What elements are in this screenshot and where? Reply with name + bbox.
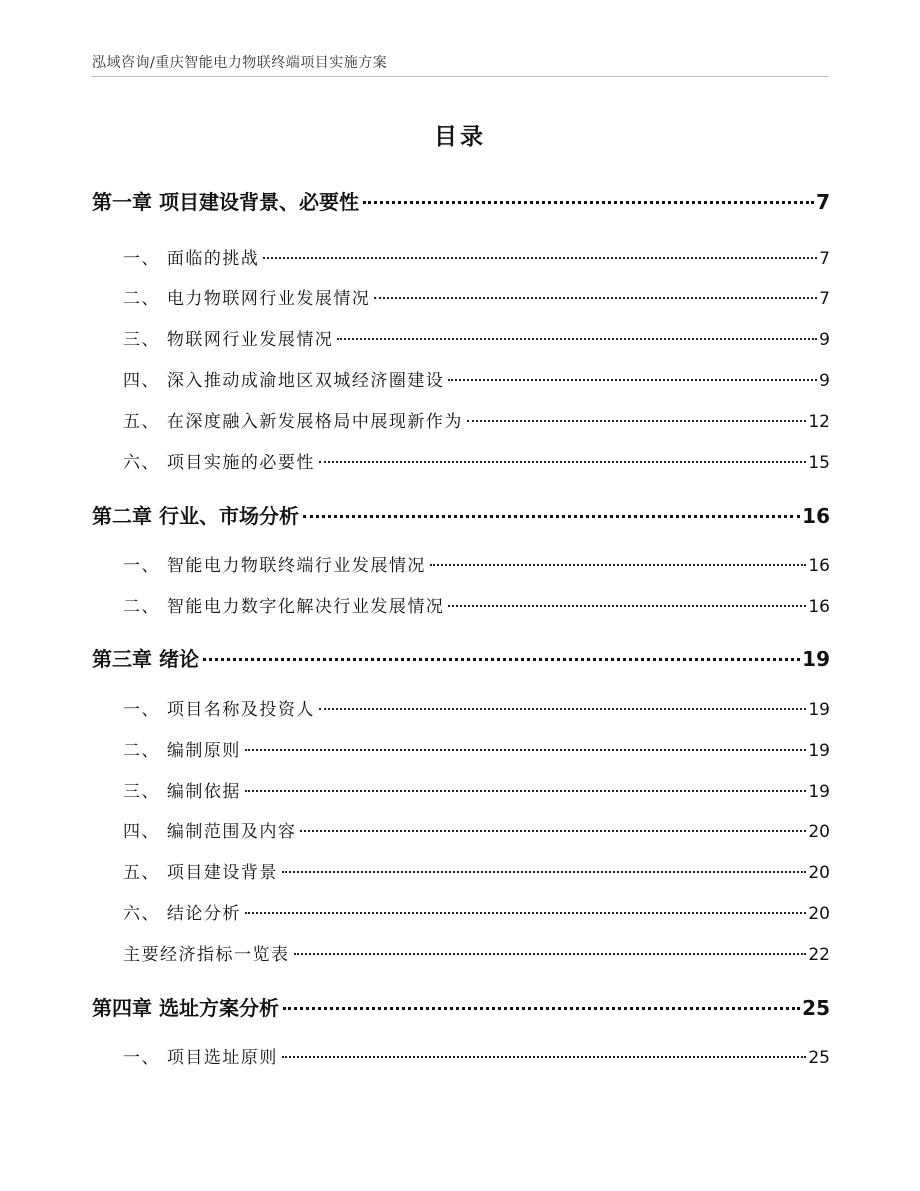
dot-leader: [467, 420, 806, 422]
toc-section-entry[interactable]: [92, 817, 830, 842]
toc-page-number: 20: [808, 904, 830, 924]
toc-section-entry[interactable]: [92, 407, 830, 432]
running-header: 泓域咨询/重庆智能电力物联终端项目实施方案: [92, 55, 388, 71]
toc-chapter-entry[interactable]: [92, 500, 830, 529]
toc-page-number: 20: [808, 863, 830, 883]
dot-leader: [448, 605, 806, 607]
toc-page-number: 19: [808, 782, 830, 802]
toc-page-number: 9: [819, 371, 830, 391]
toc-entry-label: 六、 结论分析: [123, 904, 241, 924]
toc-chapter-entry[interactable]: [92, 992, 830, 1021]
toc-section-entry[interactable]: [92, 899, 830, 924]
toc-page-number: 25: [808, 1048, 830, 1068]
toc-entry-label: 四、 编制范围及内容: [123, 822, 297, 842]
dot-leader: [303, 515, 800, 518]
toc-section-entry[interactable]: [92, 736, 830, 761]
toc-entry-label: 一、 智能电力物联终端行业发展情况: [123, 556, 426, 576]
toc-entry-label: 第二章 行业、市场分析: [92, 504, 299, 528]
dot-leader: [245, 749, 806, 751]
toc-page-number: 15: [808, 453, 830, 473]
dot-leader: [203, 658, 800, 661]
page-title: 目录: [434, 124, 486, 150]
dot-leader: [245, 790, 806, 792]
toc-page-number: 7: [819, 289, 830, 309]
header-divider: [92, 76, 828, 77]
toc-page-number: 9: [819, 330, 830, 350]
toc-page-number: 20: [808, 822, 830, 842]
toc-page-number: 19: [808, 700, 830, 720]
toc-entry-label: 一、 项目名称及投资人: [123, 700, 315, 720]
toc-section-entry[interactable]: [92, 448, 830, 473]
toc-section-entry[interactable]: [92, 695, 830, 720]
dot-leader: [337, 338, 817, 340]
toc-entry-label: 三、 物联网行业发展情况: [123, 330, 334, 350]
toc-entry-label: 三、 编制依据: [123, 782, 241, 802]
toc-page-number: 7: [819, 249, 830, 269]
toc-entry-label: 一、 面临的挑战: [123, 249, 260, 269]
toc-page-number: 19: [808, 741, 830, 761]
dot-leader: [374, 297, 817, 299]
toc-section-entry[interactable]: [92, 244, 830, 269]
dot-leader: [448, 379, 817, 381]
toc-section-entry[interactable]: [92, 592, 830, 617]
toc-page-number: 19: [802, 647, 830, 671]
toc-section-entry[interactable]: [92, 284, 830, 309]
toc-entry-label: 四、 深入推动成渝地区双城经济圈建设: [123, 371, 445, 391]
toc-entry-label: 二、 编制原则: [123, 741, 241, 761]
toc-page-number: 16: [808, 597, 830, 617]
toc-page-number: 25: [802, 996, 830, 1020]
toc-entry-label: 五、 项目建设背景: [123, 863, 278, 883]
toc-page-number: 12: [808, 412, 830, 432]
dot-leader: [282, 1056, 806, 1058]
toc-entry-label: 五、 在深度融入新发展格局中展现新作为: [123, 412, 463, 432]
dot-leader: [319, 708, 806, 710]
dot-leader: [300, 830, 806, 832]
toc-page-number: 16: [808, 556, 830, 576]
toc-page-number: 22: [808, 945, 830, 965]
toc-section-entry[interactable]: [92, 940, 830, 965]
dot-leader: [245, 912, 806, 914]
toc-entry-label: 二、 电力物联网行业发展情况: [123, 289, 371, 309]
toc-entry-label: 六、 项目实施的必要性: [123, 453, 315, 473]
toc-section-entry[interactable]: [92, 551, 830, 576]
toc-page-number: 7: [816, 190, 830, 214]
toc-section-entry[interactable]: [92, 1043, 830, 1068]
toc-section-entry[interactable]: [92, 777, 830, 802]
dot-leader: [263, 257, 817, 259]
toc-section-entry[interactable]: [92, 325, 830, 350]
toc-entry-label: 第三章 绪论: [92, 647, 199, 671]
toc-entry-label: 主要经济指标一览表: [123, 945, 290, 965]
dot-leader: [283, 1007, 800, 1010]
dot-leader: [294, 953, 807, 955]
toc-section-entry[interactable]: [92, 366, 830, 391]
dot-leader: [430, 564, 806, 566]
dot-leader: [282, 871, 806, 873]
toc-chapter-entry[interactable]: [92, 643, 830, 672]
toc-entry-label: 一、 项目选址原则: [123, 1048, 278, 1068]
toc-section-entry[interactable]: [92, 858, 830, 883]
toc-chapter-entry[interactable]: [92, 186, 830, 215]
dot-leader: [363, 201, 814, 204]
toc-page-number: 16: [802, 504, 830, 528]
toc-entry-label: 第一章 项目建设背景、必要性: [92, 190, 359, 214]
toc-entry-label: 二、 智能电力数字化解决行业发展情况: [123, 597, 445, 617]
dot-leader: [319, 461, 806, 463]
toc-entry-label: 第四章 选址方案分析: [92, 996, 279, 1020]
